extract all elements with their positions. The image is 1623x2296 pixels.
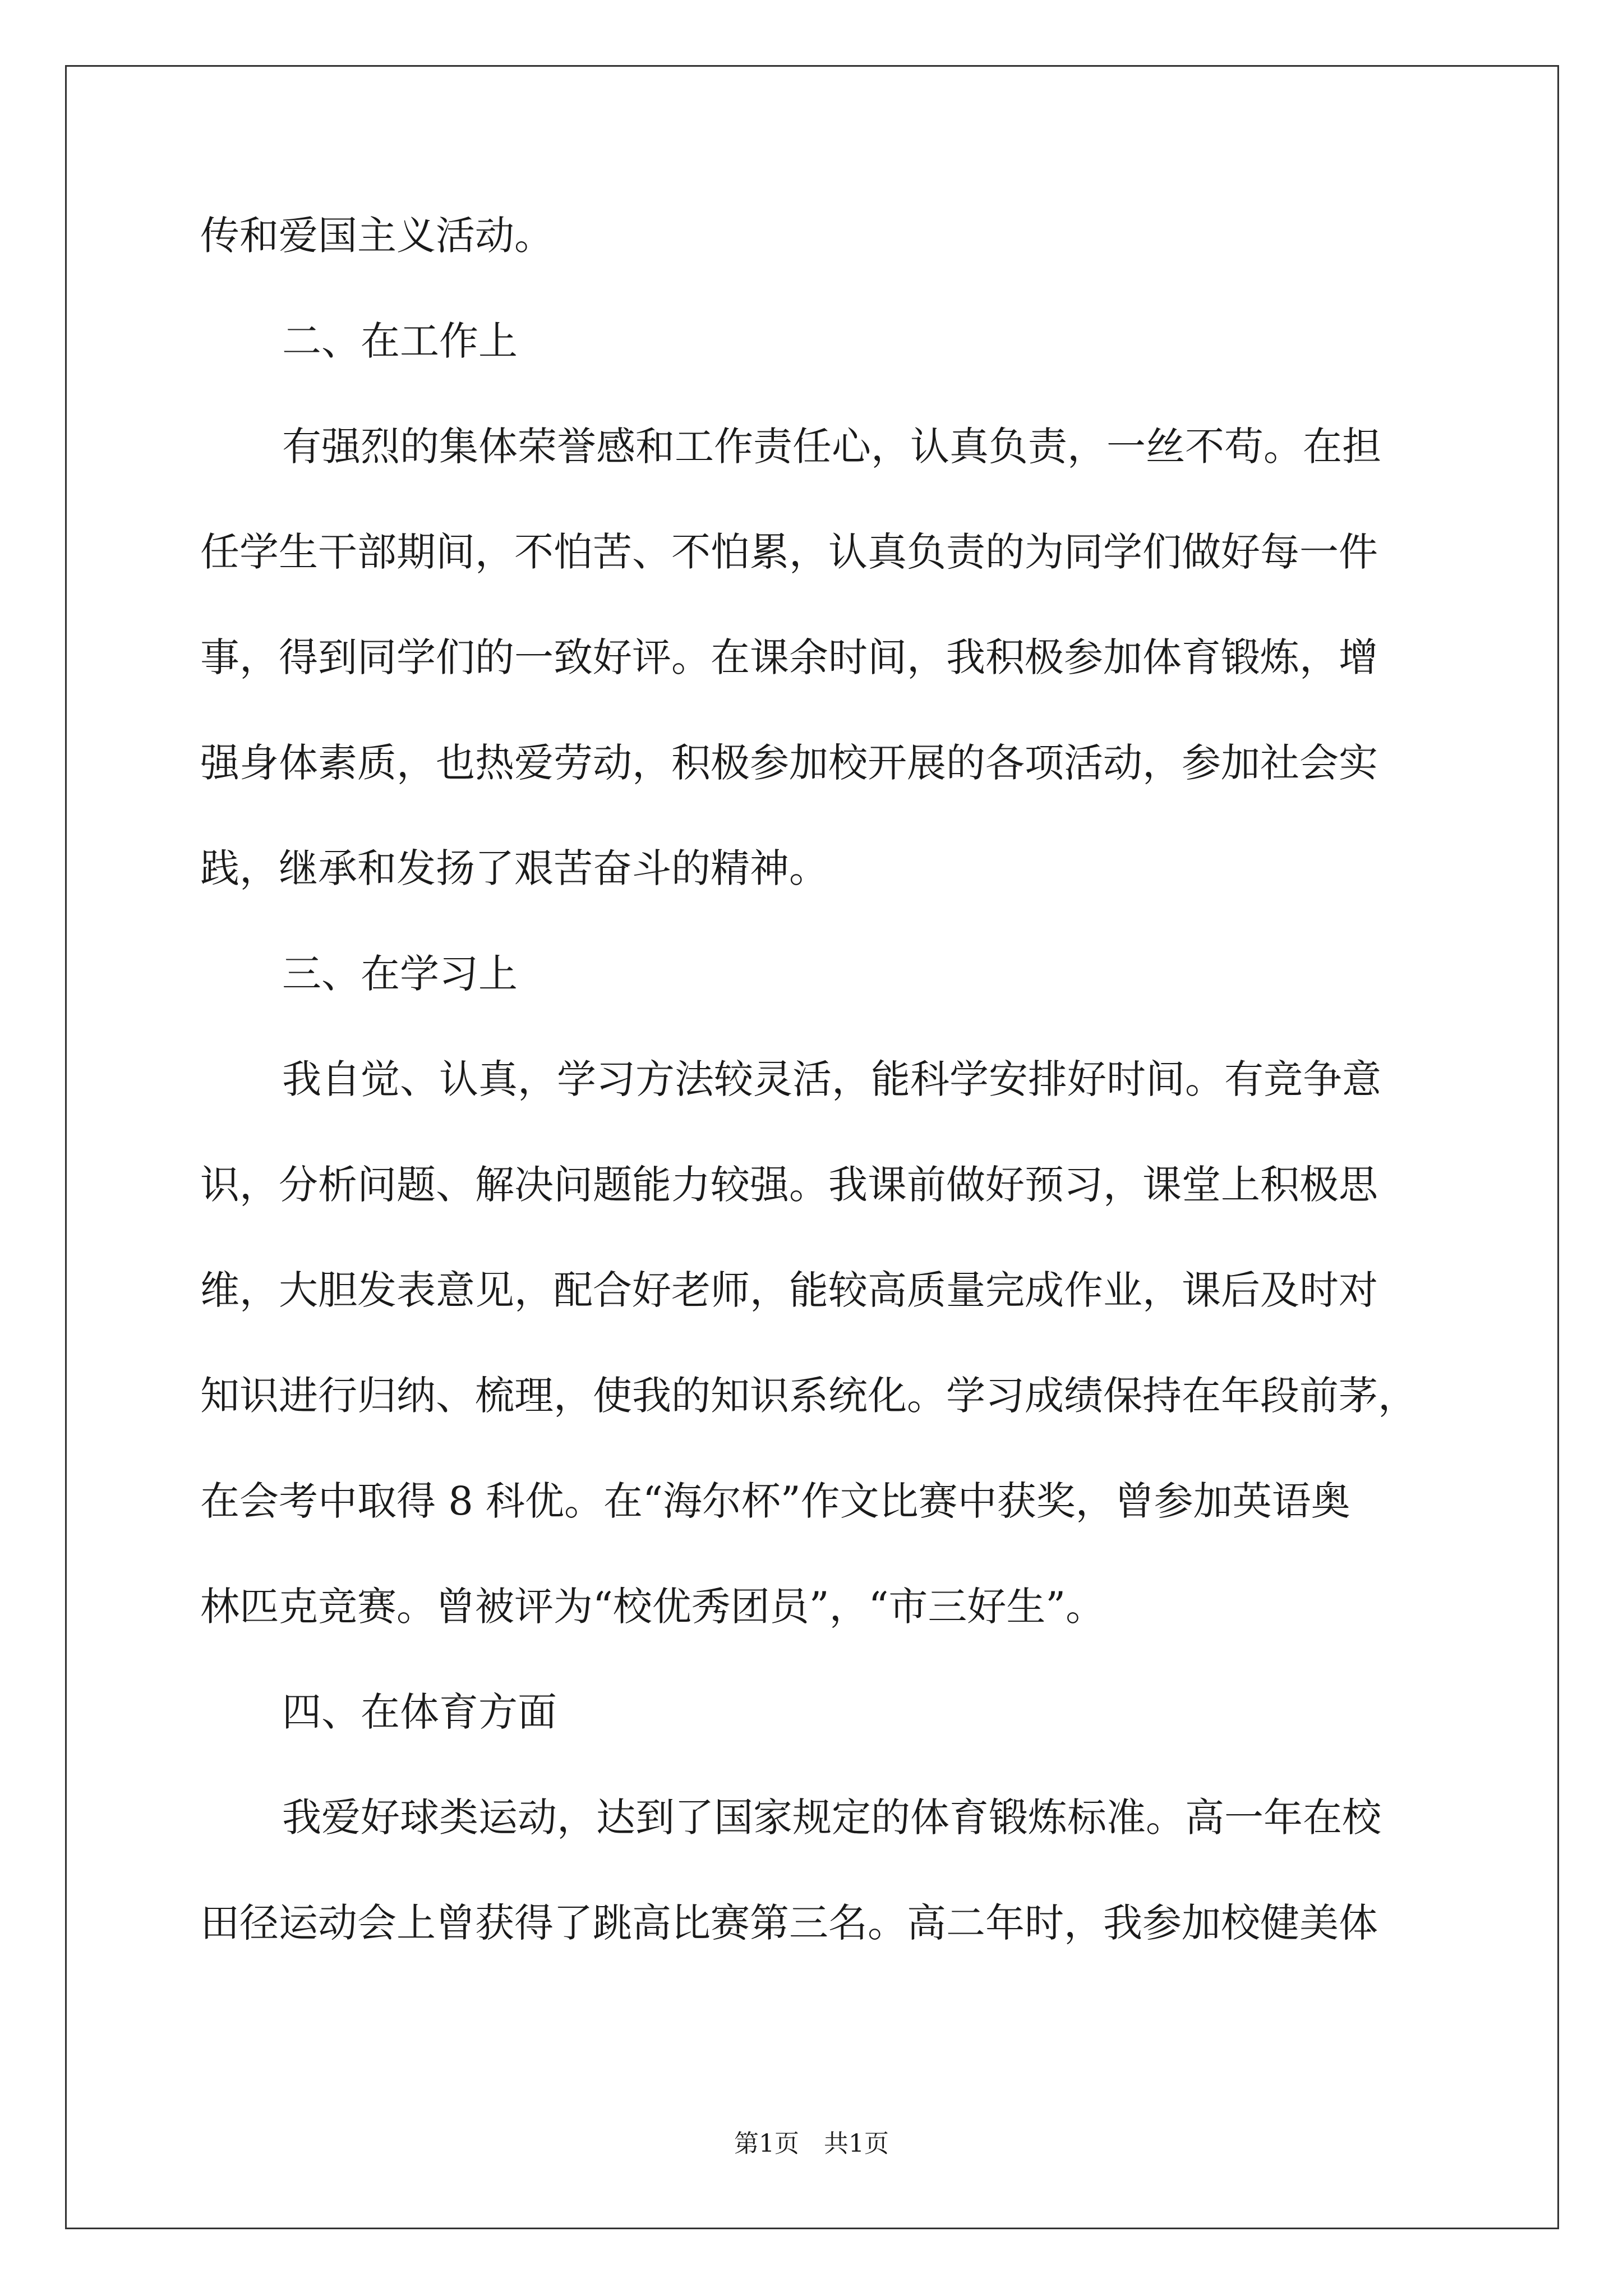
text-line: 任学生干部期间，不怕苦、不怕累，认真负责的为同学们做好每一件: [200, 529, 1378, 575]
text-line: 践，继承和发扬了艰苦奋斗的精神。: [200, 845, 828, 891]
text-line: 我爱好球类运动，达到了国家规定的体育锻炼标准。高一年在校: [282, 1795, 1381, 1841]
text-line: 在会考中取得 8 科优。在“海尔杯”作文比赛中获奖，曾参加英语奥: [200, 1478, 1350, 1524]
text-line: 林匹克竞赛。曾被评为“校优秀团员”，“市三好生”。: [200, 1584, 1105, 1630]
text-line: 识，分析问题、解决问题能力较强。我课前做好预习，课堂上积极思: [200, 1162, 1378, 1208]
section-heading-study: 三、在学习上: [282, 951, 518, 997]
text-line: 有强烈的集体荣誉感和工作责任心，认真负责，一丝不苟。在担: [282, 424, 1381, 470]
page-footer: 第1页 共1页: [734, 2129, 889, 2158]
text-line: 知识进行归纳、梳理，使我的知识系统化。学习成绩保持在年段前茅，: [200, 1373, 1417, 1419]
text-line: 事，得到同学们的一致好评。在课余时间，我积极参加体育锻炼，增: [200, 634, 1378, 680]
text-line: 强身体素质，也热爱劳动，积极参加校开展的各项活动，参加社会实: [200, 740, 1378, 786]
text-line: 维，大胆发表意见，配合好老师，能较高质量完成作业，课后及时对: [200, 1267, 1378, 1313]
text-line: 传和爱国主义活动。: [200, 213, 554, 259]
text-line: 我自觉、认真，学习方法较灵活，能科学安排好时间。有竞争意: [282, 1056, 1381, 1102]
section-heading-work: 二、在工作上: [282, 318, 518, 364]
text-line: 田径运动会上曾获得了跳高比赛第三名。高二年时，我参加校健美体: [200, 1900, 1378, 1946]
section-heading-sports: 四、在体育方面: [282, 1689, 557, 1735]
